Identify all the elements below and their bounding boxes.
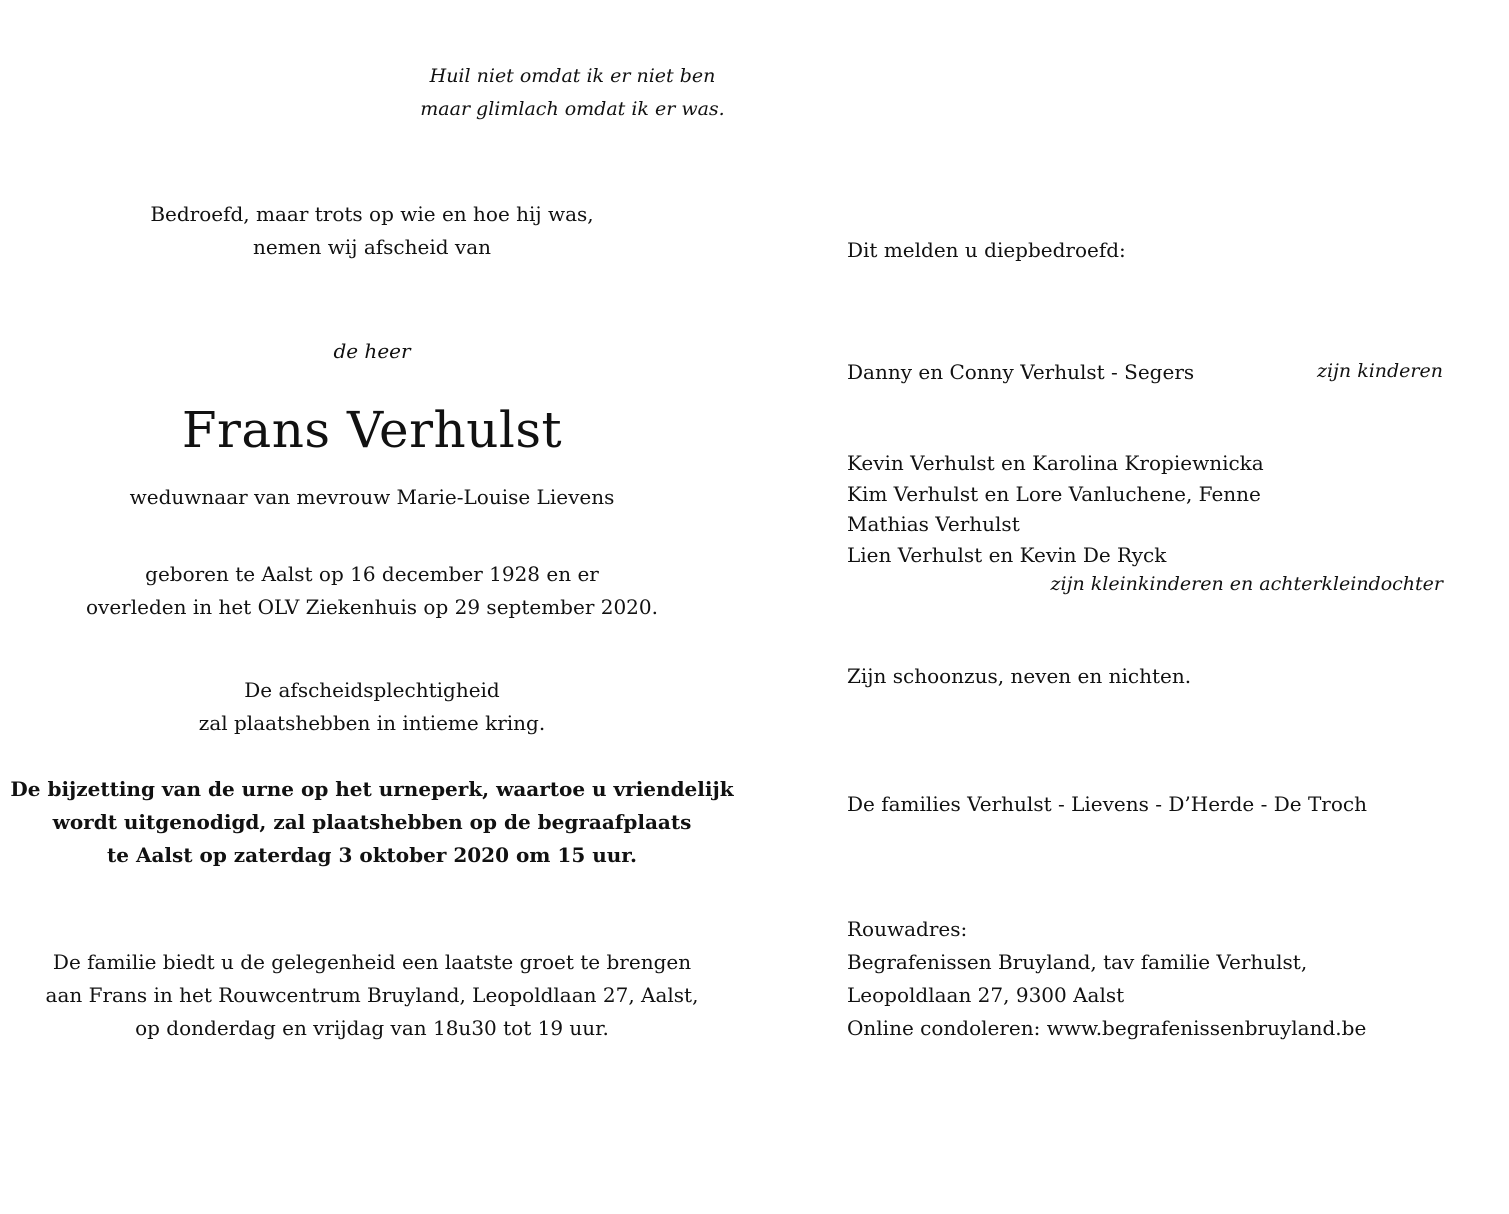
children-relation: zijn kinderen: [1316, 360, 1443, 382]
visitation-line-1: De familie biedt u de gelegenheid een laatste groet te brengen: [52, 950, 692, 974]
quote-line-2: maar glimlach omdat ik er was.: [420, 98, 725, 120]
death-line: overleden in het OLV Ziekenhuis op 29 september 2020.: [85, 595, 658, 619]
address-label: Rouwadres:: [847, 917, 968, 941]
mourning-address: [847, 913, 1366, 1045]
birth-death: [0, 558, 744, 624]
interment: [0, 773, 744, 872]
intro: [0, 198, 744, 264]
ceremony-line-1: De afscheidsplechtigheid: [244, 678, 500, 702]
spouse-line: weduwnaar van mevrouw Marie-Louise Lievens: [129, 485, 615, 509]
interment-line-1: De bijzetting van de urne op het urneperk, waartoe u vriendelijk: [10, 777, 734, 801]
announcement: Dit melden u diepbedroefd:: [847, 238, 1126, 262]
deceased-name: Frans Verhulst: [181, 401, 563, 459]
ceremony: [0, 674, 744, 740]
interment-line-2: wordt uitgenodigd, zal plaatshebben op de begraafplaats: [52, 810, 692, 834]
intro-line-2: nemen wij afscheid van: [253, 235, 491, 259]
quote: [0, 60, 1145, 126]
grandchild-line: Kim Verhulst en Lore Vanluchene, Fenne: [847, 481, 1261, 506]
grandchild-line: Mathias Verhulst: [847, 512, 1020, 536]
address-line-1: Begrafenissen Bruyland, tav familie Verhulst,: [847, 950, 1308, 974]
interment-line-3: te Aalst op zaterdag 3 oktober 2020 om 15 uur.: [107, 843, 637, 867]
families: De families Verhulst - Lievens - D’Herde - De Troch: [847, 792, 1367, 816]
grandchild-line: Lien Verhulst en Kevin De Ryck: [847, 542, 1167, 567]
address-line-2: Leopoldlaan 27, 9300 Aalst: [847, 983, 1125, 1007]
intro-line-1: Bedroefd, maar trots op wie en hoe hij was,: [150, 202, 594, 226]
children-names: Danny en Conny Verhulst - Segers: [847, 360, 1195, 384]
ceremony-line-2: zal plaatshebben in intieme kring.: [198, 711, 546, 735]
grandchildren-relation: zijn kleinkinderen en achterkleindochter: [1050, 573, 1443, 595]
in-laws: Zijn schoonzus, neven en nichten.: [847, 664, 1192, 688]
visitation-line-3: op donderdag en vrijdag van 18u30 tot 19 uur.: [135, 1016, 609, 1040]
honorific: de heer: [333, 339, 411, 363]
visitation-line-2: aan Frans in het Rouwcentrum Bruyland, Leopoldlaan 27, Aalst,: [45, 983, 699, 1007]
birth-line: geboren te Aalst op 16 december 1928 en er: [145, 562, 599, 586]
grandchild-line: Kevin Verhulst en Karolina Kropiewnicka: [847, 451, 1264, 475]
quote-line-1: Huil niet omdat ik er niet ben: [429, 65, 716, 87]
visitation: [0, 946, 744, 1045]
address-line-3: Online condoleren: www.begrafenissenbruyland.be: [847, 1016, 1367, 1040]
grandchildren-list: [847, 448, 1264, 570]
